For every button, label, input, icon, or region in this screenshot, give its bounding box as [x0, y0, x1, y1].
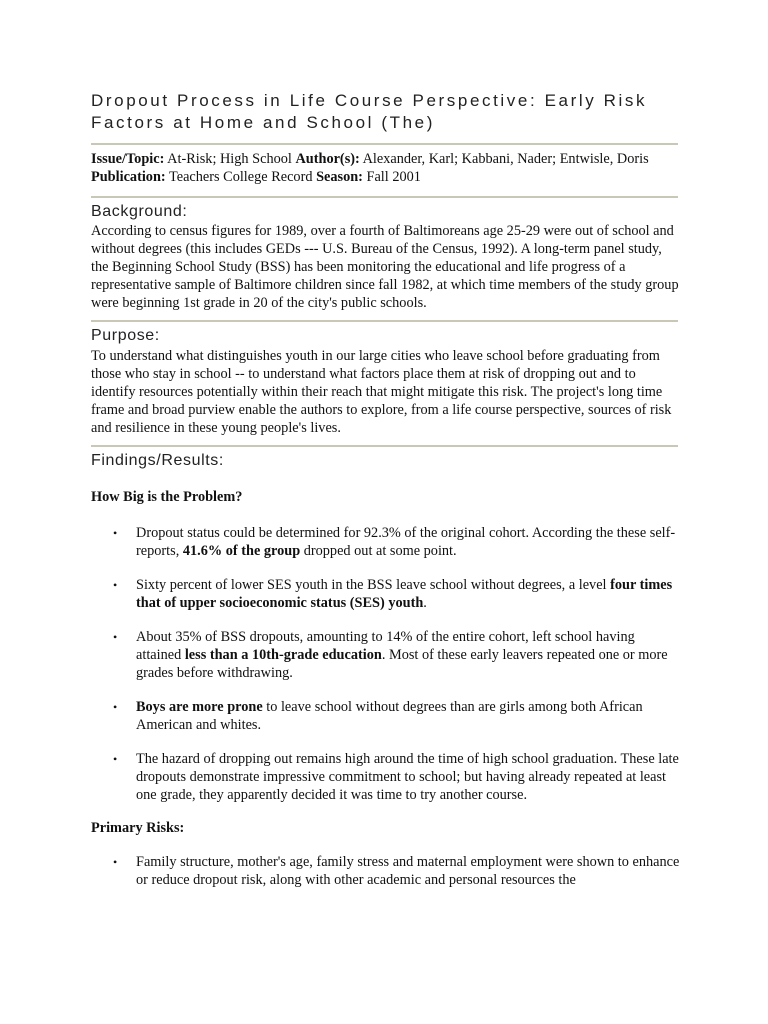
list-item: • About 35% of BSS dropouts, amounting to 14% of the entire cohort, left school having attained less than a 10th-grade education. Most of these early leavers repeated one or more grades before withdrawing.	[113, 629, 668, 681]
publication-value: Teachers College Record	[165, 169, 317, 185]
divider	[91, 320, 678, 322]
findings-list	[91, 524, 681, 820]
season-value: Fall 2001	[362, 169, 421, 185]
background-heading: Background:	[91, 203, 188, 220]
list-item: • Dropout status could be determined for 92.3% of the original cohort. According the these self-reports, 41.6% of the group dropped out at some point.	[113, 525, 676, 559]
list-item: • The hazard of dropping out remains high around the time of high school graduation. These late dropouts demonstrate impressive commitment to school; but having already repeated at least one grade, they apparently decided it was time to try another course.	[113, 751, 679, 803]
bullet-icon: •	[113, 752, 118, 766]
subheading-primary-risks: Primary Risks:	[91, 820, 185, 836]
purpose-heading: Purpose:	[91, 327, 160, 344]
author-value: Alexander, Karl; Kabbani, Nader; Entwisle, Doris	[359, 151, 649, 167]
subheading-problem-size: How Big is the Problem?	[91, 489, 243, 505]
list-item: • Boys are more prone to leave school without degrees than are girls among both African American and whites.	[113, 699, 643, 733]
bullet-icon: •	[113, 526, 118, 540]
bullet-icon: •	[113, 700, 118, 714]
background-text: According to census figures for 1989, over a fourth of Baltimoreans age 25-29 were out of school and without degrees (this includes GEDs --- U.S. Bureau of the Census, 1992). A long-term panel study, the Beginning School Study (BSS) has been monitoring the educational and life progress of a representative sample of Baltimore children since fall 1982, at which time members of the study group were beginning 1st grade in 20 of the city's public schools.	[91, 223, 679, 311]
document-title: Dropout Process in Life Course Perspective: Early Risk Factors at Home and School (The)	[91, 91, 648, 132]
bullet-icon: •	[113, 578, 118, 592]
divider	[91, 445, 678, 447]
list-item: • Sixty percent of lower SES youth in the BSS leave school without degrees, a level four times that of upper socioeconomic status (SES) youth.	[113, 577, 673, 611]
issue-label: Issue/Topic:	[91, 151, 165, 167]
bullet-icon: •	[113, 855, 118, 869]
season-label: Season:	[316, 169, 363, 185]
issue-value: At-Risk; High School	[164, 151, 296, 167]
purpose-text: To understand what distinguishes youth in our large cities who leave school before graduating from those who stay in school -- to understand what factors place them at risk of dropping out and to identify resources potentially within their reach that might mitigate this risk. The project's long time frame and broad purview enable the authors to explore, from a life course perspective, sources of risk and resilience in these young people's lives.	[91, 348, 672, 436]
publication-label: Publication:	[91, 169, 166, 185]
divider	[91, 196, 678, 198]
author-label: Author(s):	[295, 151, 360, 167]
findings-heading: Findings/Results:	[91, 452, 224, 469]
publication-meta	[91, 150, 681, 186]
bullet-icon: •	[113, 630, 118, 644]
risks-list	[91, 853, 681, 905]
list-item: • Family structure, mother's age, family stress and maternal employment were shown to enhance or reduce dropout risk, along with other academic and personal resources the	[113, 854, 680, 888]
divider	[91, 143, 678, 145]
